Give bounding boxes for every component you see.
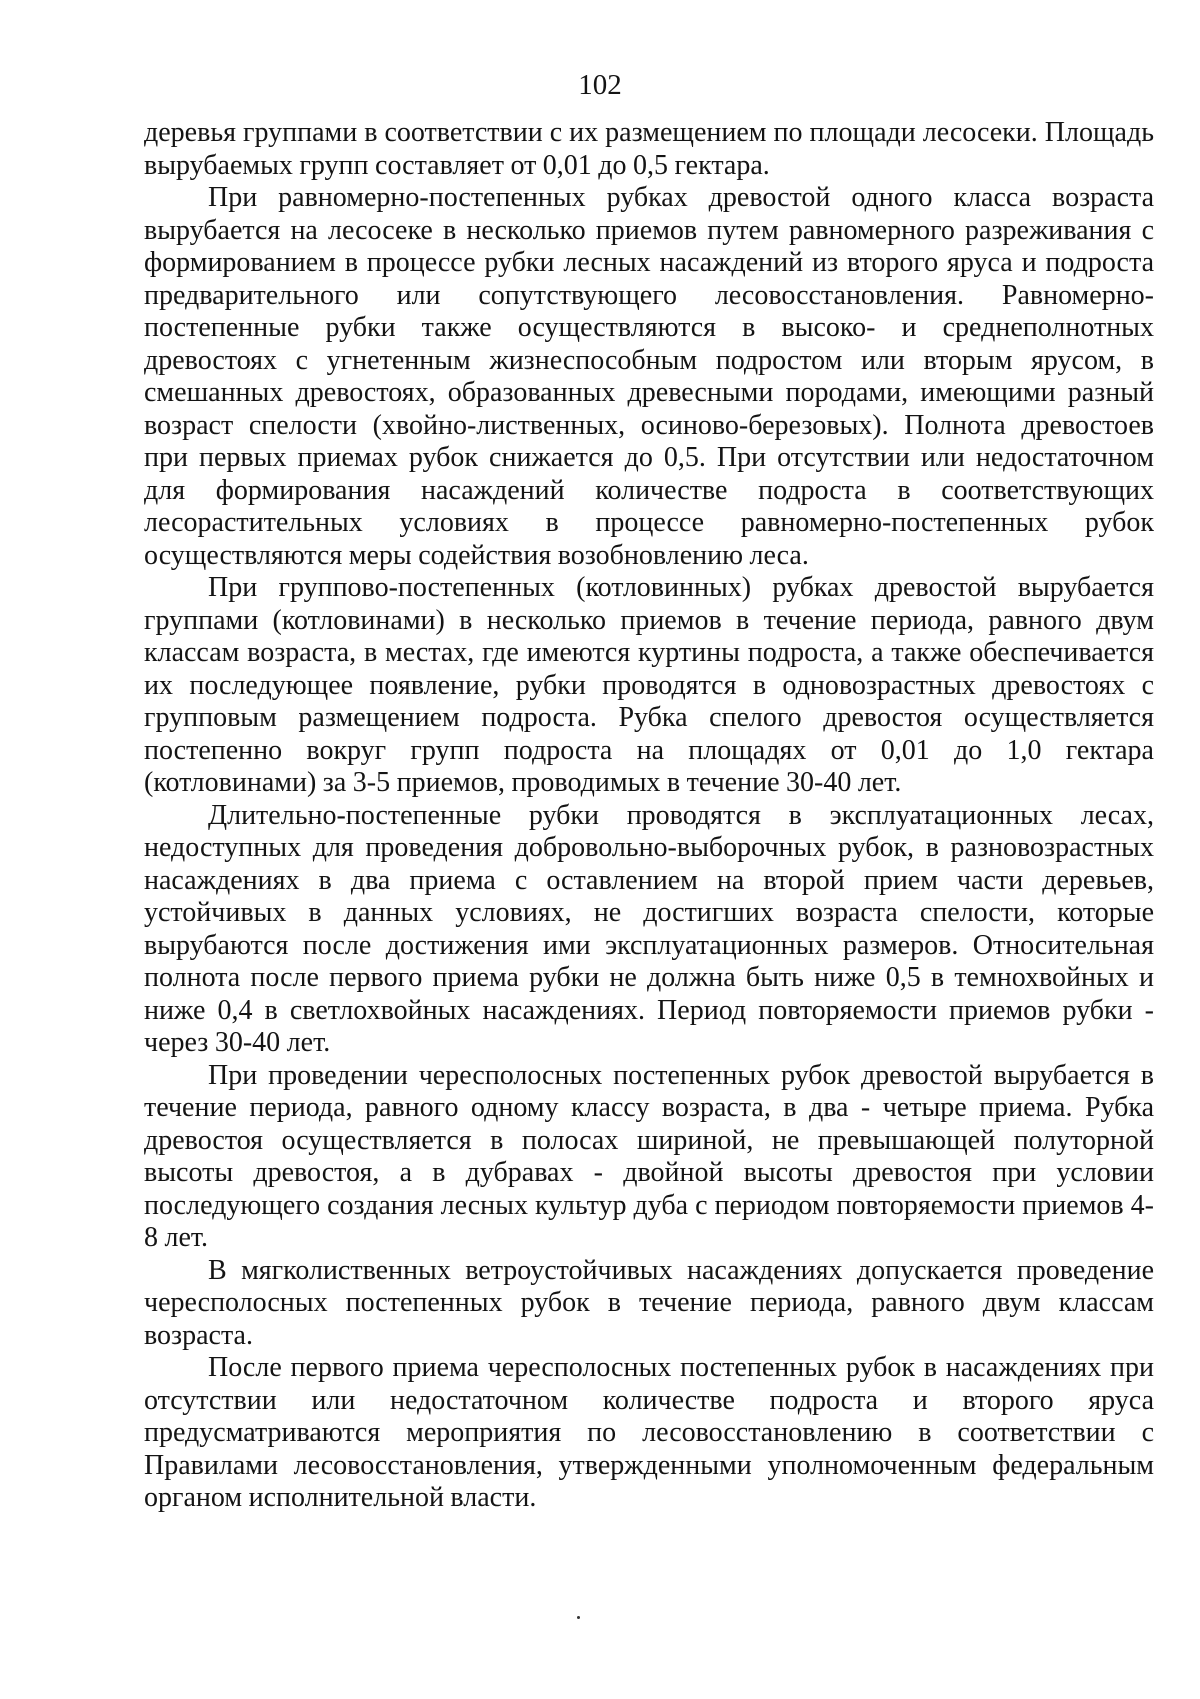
paragraph-3: При группово-постепенных (котловинных) рубках древостой вырубается группами (котловинами) в несколько приемов в течение периода, равного двум классам возраста, в местах, где имеются куртины подроста, а также обеспечивается их последующее появление, рубки проводятся в одновозрастных древостоях с групповым размещением подроста. Рубка спелого древостоя осуществляется постепенно вокруг групп подроста на площадях от 0,01 до 1,0 гектара (котловинами) за 3-5 приемов, проводимых в течение 30-40 лет. xyxy=(144,572,1154,798)
page-number: 102 xyxy=(578,69,622,101)
paragraph-6: В мягколиственных ветроустойчивых насаждениях допускается проведение чересполосных постепенных рубок в течение периода, равного двум классам возраста. xyxy=(144,1254,1154,1351)
paragraph-5: При проведении чересполосных постепенных рубок древостой вырубается в течение периода, равного одному классу возраста, в два - четыре приема. Рубка древостоя осуществляется в полосах шириной, не превышающей полуторной высоты древостоя, а в дубравах - двойной высоты древостоя при условии последующего создания лесных культур дуба с периодом повторяемости приемов 4-8 лет. xyxy=(144,1059,1154,1253)
document-body xyxy=(144,117,1154,1515)
paragraph-7: После первого приема чересполосных постепенных рубок в насаждениях при отсутствии или недостаточном количестве подроста и второго яруса предусматриваются мероприятия по лесовосстановлению в соответствии с Правилами лесовосстановления, утвержденными уполномоченным федеральным органом исполнительной власти. xyxy=(144,1352,1154,1513)
paragraph-1: деревья группами в соответствии с их размещением по площади лесосеки. Площадь вырубаемых групп составляет от 0,01 до 0,5 гектара. xyxy=(144,117,1154,181)
paragraph-2: При равномерно-постепенных рубках древостой одного класса возраста вырубается на лесосеке в несколько приемов путем равномерного разреживания с формированием в процессе рубки лесных насаждений из второго яруса и подроста предварительного или сопутствующего лесовосстановления. Равномерно-постепенные рубки также осуществляются в высоко- и среднеполнотных древостоях с угнетенным жизнеспособным подростом или вторым ярусом, в смешанных древостоях, образованных древесными породами, имеющими разный возраст спелости (хвойно-лиственных, осиново-березовых). Полнота древостоев при первых приемах рубок снижается до 0,5. При отсутствии или недостаточном для формирования насаждений количестве подроста в соответствующих лесорастительных условиях в процессе равномерно-постепенных рубок осуществляются меры содействия возобновлению леса. xyxy=(144,182,1154,571)
paragraph-4: Длительно-постепенные рубки проводятся в эксплуатационных лесах, недоступных для проведения добровольно-выборочных рубок, в разновозрастных насаждениях в два приема с оставлением на второй прием части деревьев, устойчивых в данных условиях, не достигших возраста спелости, которые вырубаются после достижения ими эксплуатационных размеров. Относительная полнота после первого приема рубки не должна быть ниже 0,5 в темнохвойных и ниже 0,4 в светлохвойных насаждениях. Период повторяемости приемов рубки - через 30-40 лет. xyxy=(144,799,1154,1058)
scan-speck xyxy=(577,1616,580,1619)
